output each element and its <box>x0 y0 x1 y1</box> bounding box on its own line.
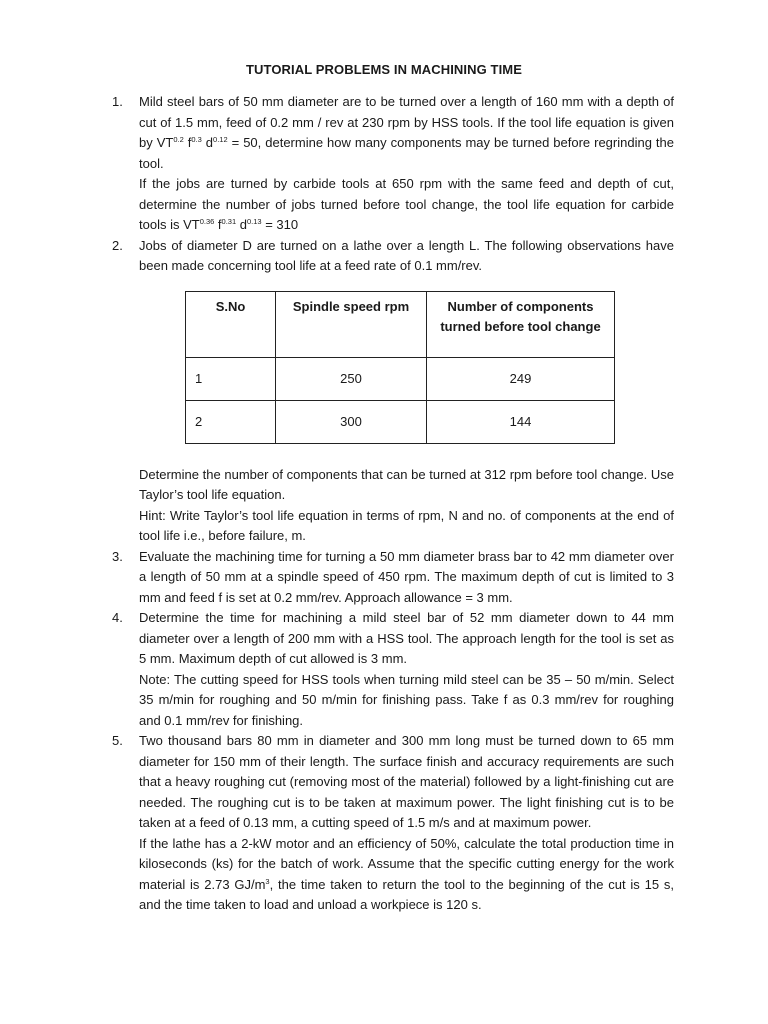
table-cell: 2 <box>186 400 276 443</box>
problem-3 <box>112 547 674 609</box>
problem-number: 2. <box>112 237 123 253</box>
table-row <box>186 357 615 400</box>
document-title: TUTORIAL PROBLEMS IN MACHINING TIME <box>245 62 523 77</box>
problem-number: 3. <box>112 548 123 564</box>
problem-4-text: Determine the time for machining a mild steel bar of 52 mm diameter down to 44 mm diameter over a length of 200 mm with a HSS tool. The approach length for the tool is set as 5 mm. Maximum depth of cut allowed is 3 mm. <box>139 610 674 666</box>
problem-3-text: Evaluate the machining time for turning a 50 mm diameter brass bar to 42 mm diameter over a length of 50 mm at a spindle speed of 450 rpm. The maximum depth of cut is limited to 3 mm and feed f is set at 0.2 mm/rev. Approach allowance = 3 mm. <box>139 548 674 605</box>
problem-4 <box>112 608 674 731</box>
table-cell: 300 <box>276 400 427 443</box>
problem-2-intro: Jobs of diameter D are turned on a lathe over a length L. The following observations have been made concerning tool life at a feed rate of 0.1 mm/rev. <box>139 237 674 273</box>
table-header: Spindle speed rpm <box>276 291 427 357</box>
problem-2-hint: Hint: Write Taylor’s tool life equation in terms of rpm, N and no. of components at the end of tool life i.e., before failure, m. <box>139 507 674 543</box>
problem-list <box>112 92 674 916</box>
table-header-row <box>186 291 615 357</box>
observation-table <box>185 291 615 444</box>
problem-5 <box>112 731 674 916</box>
table-header: S.No <box>186 291 276 357</box>
problem-2-question: Determine the number of components that can be turned at 312 rpm before tool change. Use Taylor’s tool life equation. <box>139 466 674 502</box>
problem-number: 1. <box>112 94 123 109</box>
problem-number: 5. <box>112 733 123 748</box>
observation-table-wrap <box>185 291 674 444</box>
table-cell: 250 <box>276 357 427 400</box>
problem-5-text: Two thousand bars 80 mm in diameter and 300 mm long must be turned down to 65 mm diameter for 150 mm of their length. The surface finish and accuracy requirements are such that a heavy roughing cut (removing most of the material) followed by a light-finishing cut are needed. The roughing cut is to be taken at maximum power. The light finishing cut is to be taken at a feed of 0.13 mm, a cutting speed of 1.5 m/s and at maximum power. <box>139 733 674 830</box>
problem-5-lathe-text: If the lathe has a 2-kW motor and an efficiency of 50%, calculate the total production time in kiloseconds (ks) for the batch of work. Assume that the specific cutting energy for the work material is 2.73 $GJ/m^3$, the time taken to return the tool to the beginning of the cut is 15 s, and the time taken to load and unload a workpiece is 120 s. <box>139 835 674 912</box>
problem-1 <box>112 92 674 236</box>
problem-number: 4. <box>112 610 123 625</box>
problem-1-carbide-text: If the jobs are turned by carbide tools at 650 rpm with the same feed and depth of cut, determine the number of jobs turned before tool change, the tool life equation for carbide tools is $VT^{0.36}$ $f^{0.31}$ $d^{0.13} = 310$ <box>139 176 674 232</box>
problem-1-text: Mild steel bars of 50 mm diameter are to be turned over a length of 160 mm with a depth of cut of 1.5 mm, feed of 0.2 mm / rev at 230 rpm by HSS tools. If the tool life equation is given by $VT^{0.2}$ $f^{0.3}$ $d^{0.12} = 50$, determine how many components may be turned before regrinding the tool. <box>139 94 674 171</box>
problem-4-note: Note: The cutting speed for HSS tools when turning mild steel can be 35 – 50 m/min. Select 35 m/min for roughing and 50 m/min for finishing pass. Take f as 0.3 mm/rev for roughing and 0.1 mm/rev for finishing. <box>139 671 674 728</box>
table-cell: 1 <box>186 357 276 400</box>
table-cell: 249 <box>427 357 615 400</box>
table-header: Number of components turned before tool change <box>427 291 615 357</box>
problem-2 <box>112 236 674 547</box>
table-cell: 144 <box>427 400 615 443</box>
table-row <box>186 400 615 443</box>
